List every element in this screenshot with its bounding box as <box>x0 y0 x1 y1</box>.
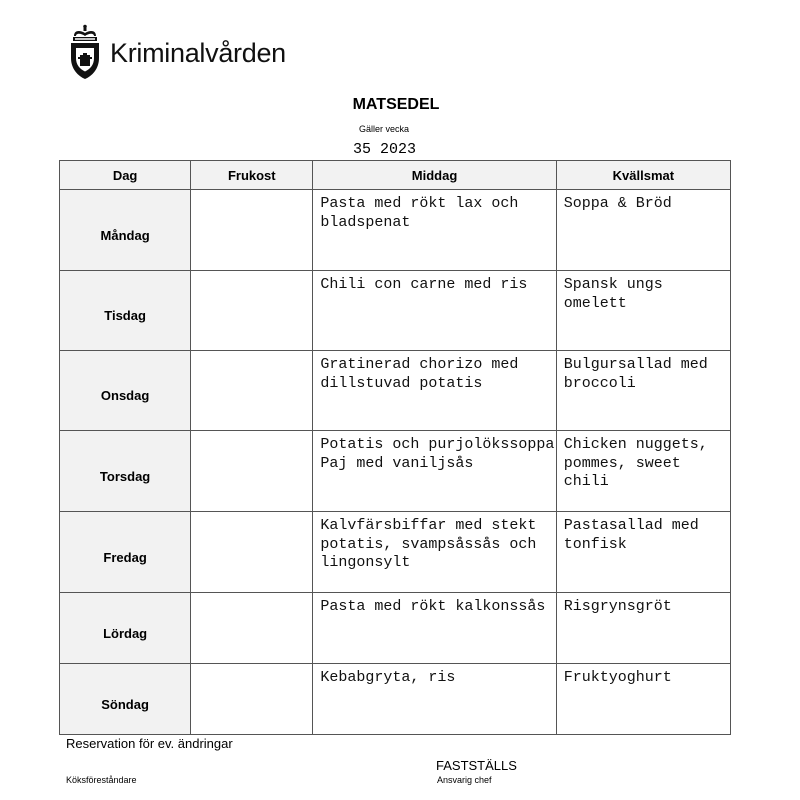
middag-cell: Pasta med rökt kalkonssås <box>313 593 556 664</box>
ansvarig-chef-label: Ansvarig chef <box>437 775 492 785</box>
koksforestandare-label: Köksföreståndare <box>66 775 137 785</box>
middag-cell: Gratinerad chorizo med dillstuvad potatis <box>313 351 556 431</box>
day-label: Torsdag <box>60 431 191 512</box>
kvallsmat-cell: Risgrynsgröt <box>556 593 730 664</box>
kvallsmat-cell: Chicken nuggets, pommes, sweet chili <box>556 431 730 512</box>
frukost-cell <box>191 271 313 351</box>
day-label: Fredag <box>60 512 191 593</box>
valid-week-label: Gäller vecka <box>359 124 410 134</box>
menu-table <box>59 160 731 735</box>
frukost-cell <box>191 664 313 735</box>
frukost-cell <box>191 512 313 593</box>
table-row <box>60 190 731 271</box>
frukost-cell <box>191 431 313 512</box>
table-row <box>60 351 731 431</box>
middag-cell: Pasta med rökt lax och bladspenat <box>313 190 556 271</box>
day-label: Onsdag <box>60 351 191 431</box>
table-row <box>60 431 731 512</box>
reservation-note: Reservation för ev. ändringar <box>66 736 233 751</box>
faststalls-label: FASTSTÄLLS <box>436 758 517 773</box>
logo <box>68 24 308 84</box>
kvallsmat-cell: Soppa & Bröd <box>556 190 730 271</box>
table-row <box>60 664 731 735</box>
header-middag: Middag <box>313 161 556 190</box>
kvallsmat-cell: Fruktyoghurt <box>556 664 730 735</box>
logo-text: Kriminalvården <box>110 38 286 68</box>
header-frukost: Frukost <box>191 161 313 190</box>
middag-cell: Chili con carne med ris <box>313 271 556 351</box>
table-row <box>60 512 731 593</box>
kvallsmat-cell: Pastasallad med tonfisk <box>556 512 730 593</box>
day-label: Måndag <box>60 190 191 271</box>
header-row <box>60 161 731 190</box>
week-value: 35 2023 <box>353 141 417 158</box>
frukost-cell <box>191 593 313 664</box>
frukost-cell <box>191 190 313 271</box>
header-kvallsmat: Kvällsmat <box>556 161 730 190</box>
day-label: Lördag <box>60 593 191 664</box>
middag-cell: Potatis och purjolökssoppa Paj med vaniljsås <box>313 431 556 512</box>
kvallsmat-cell: Bulgursallad med broccoli <box>556 351 730 431</box>
day-label: Söndag <box>60 664 191 735</box>
crown-shield-logo-icon <box>68 24 102 84</box>
middag-cell: Kebabgryta, ris <box>313 664 556 735</box>
table-row <box>60 271 731 351</box>
page-title: MATSEDEL <box>352 96 440 113</box>
frukost-cell <box>191 351 313 431</box>
table-row <box>60 593 731 664</box>
middag-cell: Kalvfärsbiffar med stekt potatis, svampsåssås och lingonsylt <box>313 512 556 593</box>
day-label: Tisdag <box>60 271 191 351</box>
header-day: Dag <box>60 161 191 190</box>
kvallsmat-cell: Spansk ungs omelett <box>556 271 730 351</box>
